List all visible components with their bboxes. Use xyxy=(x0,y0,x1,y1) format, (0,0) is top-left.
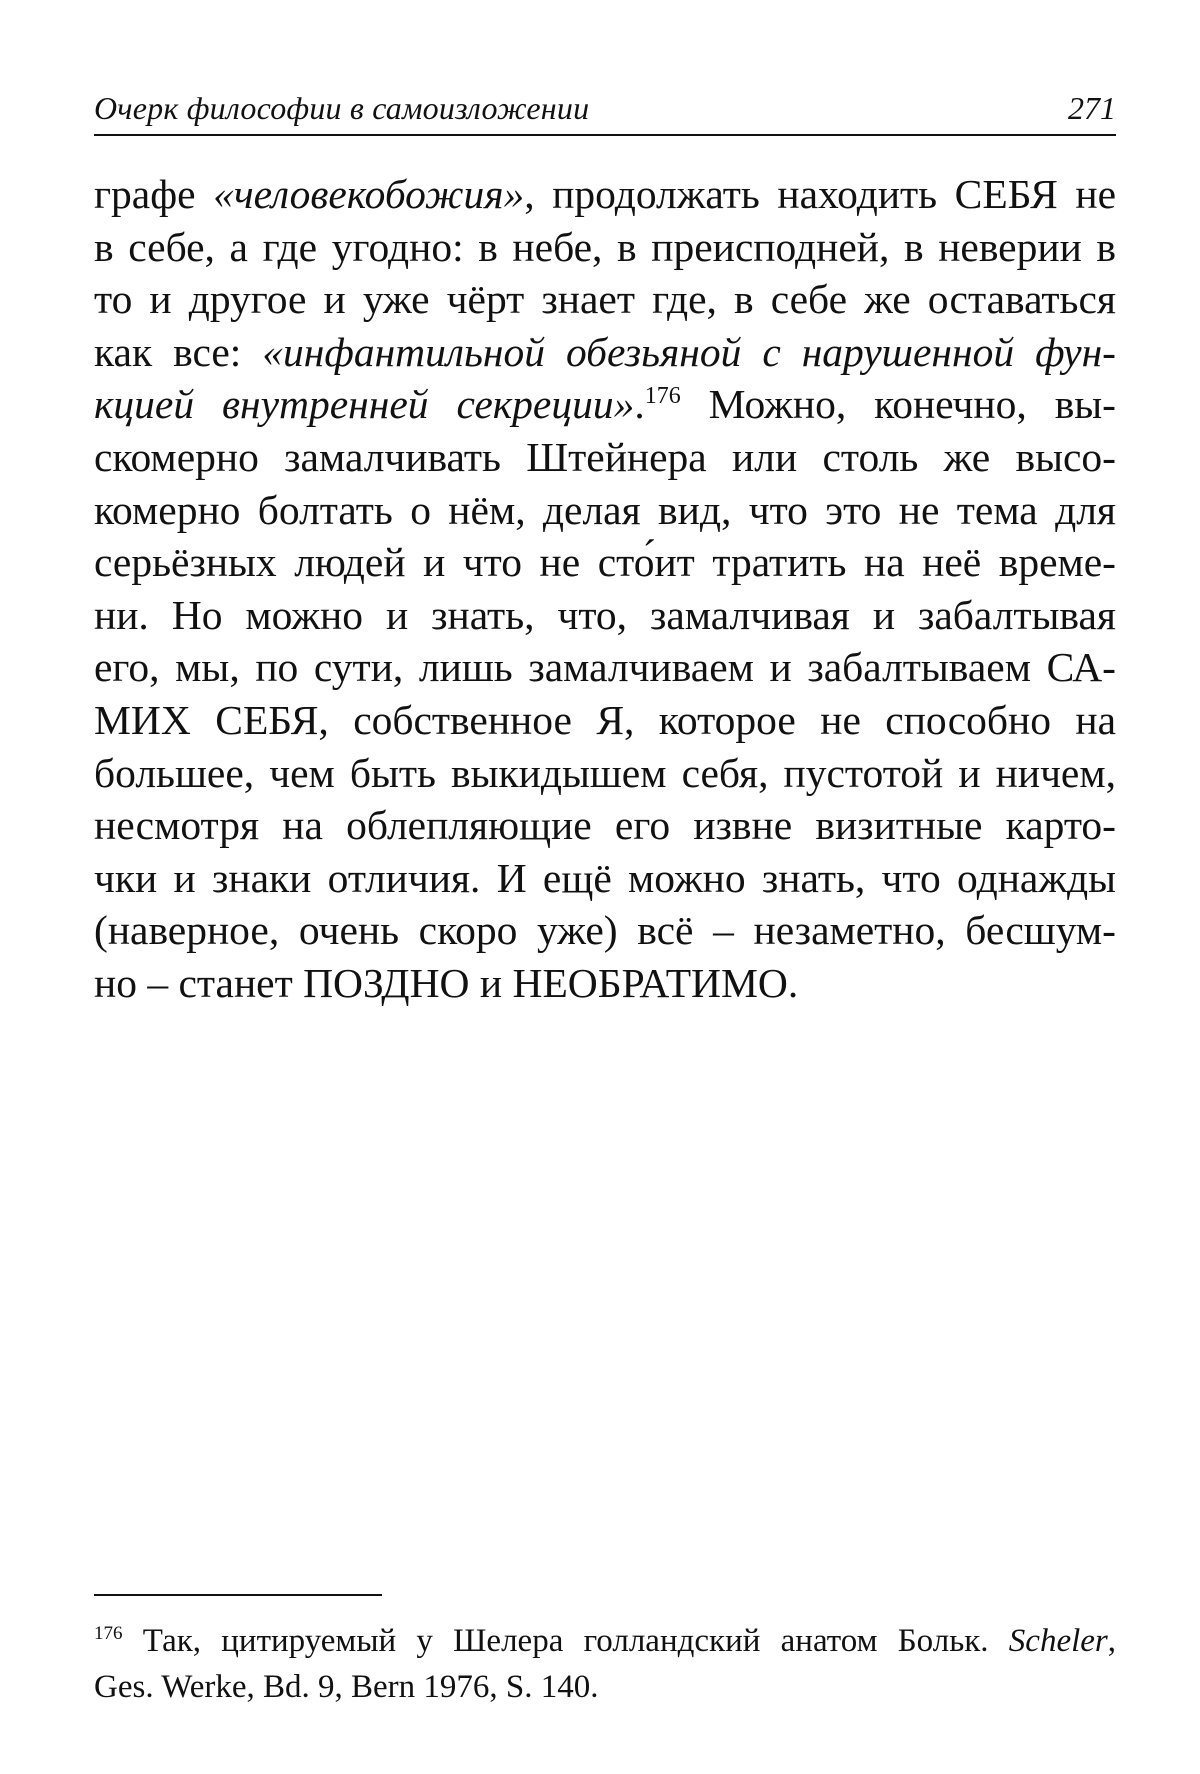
text-line: серьёзных людей и что не сто́ит тратить на неё време- xyxy=(94,539,1116,586)
page-number: 271 xyxy=(1068,90,1116,126)
running-title: Очерк философии в самоизложении xyxy=(94,90,590,126)
text-line: скомерно замалчивать Штейнера или столь же высо- xyxy=(94,433,1116,480)
footnote-reference: 176 xyxy=(644,383,681,410)
footnote xyxy=(94,1618,1116,1710)
text-line: как все: «инфантильной обезьяной с нарушенной фун- xyxy=(94,328,1116,375)
italic-quote: «инфантильной обезьяной с нарушенной фун- xyxy=(262,328,1116,375)
text-line: МИХ СЕБЯ, собственное Я, которое не способно на xyxy=(94,696,1116,743)
footnote-line: $^{176}$ Так, цитируемый у Шелера голландский анатом Больк. Scheler, xyxy=(94,1623,1116,1659)
footnote-number: 176 xyxy=(94,1623,123,1644)
text-line: комерно болтать о нём, делая вид, что это не тема для xyxy=(94,486,1116,533)
footnote-divider xyxy=(94,1594,382,1596)
text-line: ни. Но можно и знать, что, замалчивая и забалтывая xyxy=(94,591,1116,638)
text-line: большее, чем быть выкидышем себя, пустотой и ничем, xyxy=(94,749,1116,796)
running-header xyxy=(94,88,1116,136)
text-line: чки и знаки отличия. И ещё можно знать, что однажды xyxy=(94,854,1116,901)
italic-quote: «человекобожия» xyxy=(213,171,525,217)
text-line: то и другое и уже чёрт знает где, в себе же оставаться xyxy=(94,276,1116,323)
text-line: его, мы, по сути, лишь замалчиваем и забалтываем СА- xyxy=(94,644,1116,691)
text-line: графе «человекобожия», продолжать находить СЕБЯ не xyxy=(94,171,1116,217)
text-line: несмотря на облепляющие его извне визитные карто- xyxy=(94,802,1116,849)
text-line: в себе, а где угодно: в небе, в преисподней, в неверии в xyxy=(94,223,1116,270)
footnote-author: Scheler xyxy=(1008,1623,1108,1659)
main-text xyxy=(94,168,1116,1010)
text-line: (наверное, очень скоро уже) всё – незаметно, бесшум- xyxy=(94,907,1116,954)
text-line: кцией внутренней секреции».$^{176}$ Можно, конечно, вы- xyxy=(94,381,1116,428)
footnote-line: Ges. Werke, Bd. 9, Bern 1976, S. 140. xyxy=(94,1669,599,1705)
text-line: но – станет ПОЗДНО и НЕОБРАТИМО. xyxy=(94,959,799,1006)
italic-quote: кцией внутренней секреции» xyxy=(94,381,635,428)
